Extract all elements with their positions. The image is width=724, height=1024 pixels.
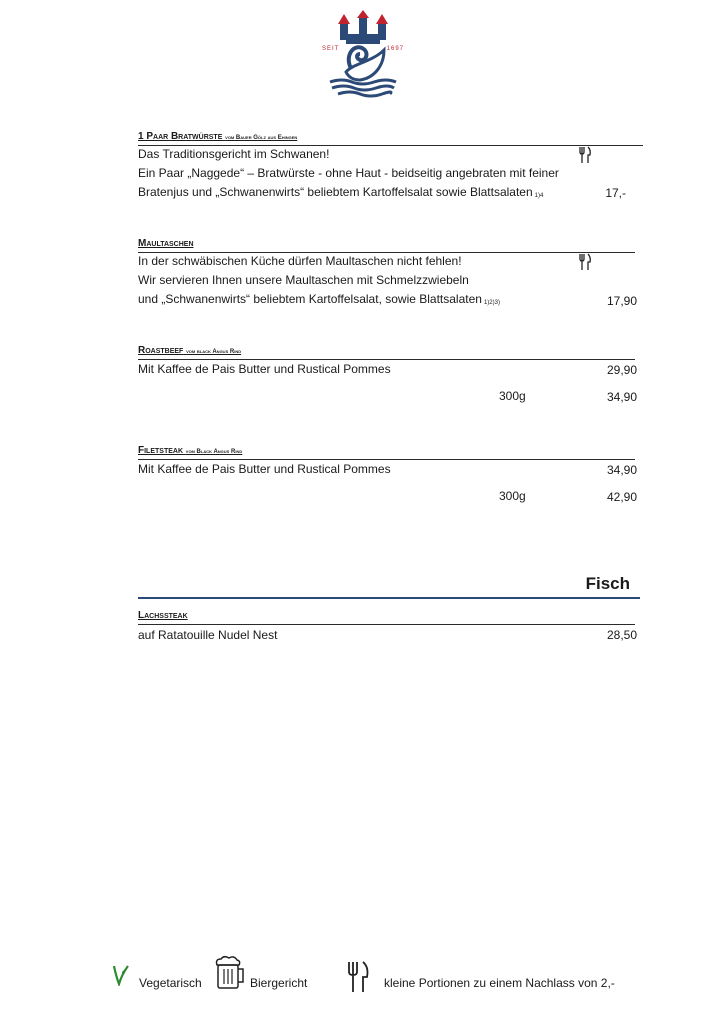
fork-knife-icon [346,960,370,994]
logo-year-text: 1697 [386,46,404,52]
dish-description-line: In der schwäbischen Küche dürfen Maultaschen nicht fehlen! [138,254,462,268]
dish-description-text: und „Schwanenwirts“ beliebtem Kartoffelsalat, sowie Blattsalaten [138,292,482,306]
dish-title: Filetsteak [138,445,183,456]
dish-description-line: Ein Paar „Naggede“ – Bratwürste - ohne Haut - beidseitig angebraten mit feiner [138,166,559,180]
dish-heading-filetsteak [138,445,242,456]
legend-beer: Biergericht [250,976,308,990]
dish-title: Roastbeef [138,345,184,356]
beer-mug-icon [212,955,246,991]
heading-underline [138,624,635,625]
dish-description-line: Wir servieren Ihnen unsere Maultaschen mit Schmelzzwiebeln [138,273,469,287]
dish-description-line: Mit Kaffee de Pais Butter und Rustical Pommes [138,362,391,376]
dish-title: 1 Paar Bratwürste [138,131,223,142]
dish-title: Lachssteak [138,610,188,621]
swan-castle-logo [322,10,404,100]
dish-subtitle: vom black Angus Rind [186,349,242,355]
dish-heading-roastbeef [138,345,241,356]
dish-description-text: Bratenjus und „Schwanenwirts“ beliebtem Kartoffelsalat sowie Blattsalaten [138,185,533,199]
fork-knife-icon [578,146,592,164]
heading-underline [138,359,635,360]
portion-weight: 300g [499,389,526,403]
dish-description-line: auf Ratatouille Nudel Nest [138,628,278,642]
logo-seit-text: SEIT [322,46,340,52]
legend-small-portion: kleine Portionen zu einem Nachlass von 2,- [384,976,615,990]
legend-vegetarian: Vegetarisch [139,976,202,990]
dish-description-line [138,185,543,204]
vegetarian-leaf-icon [110,962,130,986]
dish-subtitle: vom Black Angus Rind [185,449,243,455]
dish-description-line: Das Traditionsgericht im Schwanen! [138,147,330,161]
portion-price: 34,90 [606,390,637,404]
allergen-note: 1)2)3) [483,300,500,306]
dish-description-line [138,292,500,311]
dish-heading-bratwurst [138,131,297,142]
section-divider [138,597,640,599]
portion-weight: 300g [499,489,526,503]
dish-description-line: Mit Kaffee de Pais Butter und Rustical Pommes [138,462,391,476]
portion-price: 42,90 [606,490,637,504]
dish-price: 29,90 [606,363,637,377]
heading-underline [138,252,635,253]
dish-price: 28,50 [606,628,637,642]
heading-underline [138,459,635,460]
dish-heading-maultaschen [138,238,194,249]
dish-price: 17,90 [606,294,637,308]
dish-heading-lachssteak [138,610,188,621]
allergen-note: 1)4 [534,193,544,199]
fork-knife-icon [578,253,592,271]
dish-price: 34,90 [606,463,637,477]
restaurant-logo [322,10,404,100]
dish-price: 17,- [605,186,626,200]
dish-subtitle: vom Bauer Gölz aus Ehingen [225,135,298,141]
dish-title: Maultaschen [138,238,194,249]
heading-underline [138,145,643,146]
section-title-fisch: Fisch [585,574,630,593]
